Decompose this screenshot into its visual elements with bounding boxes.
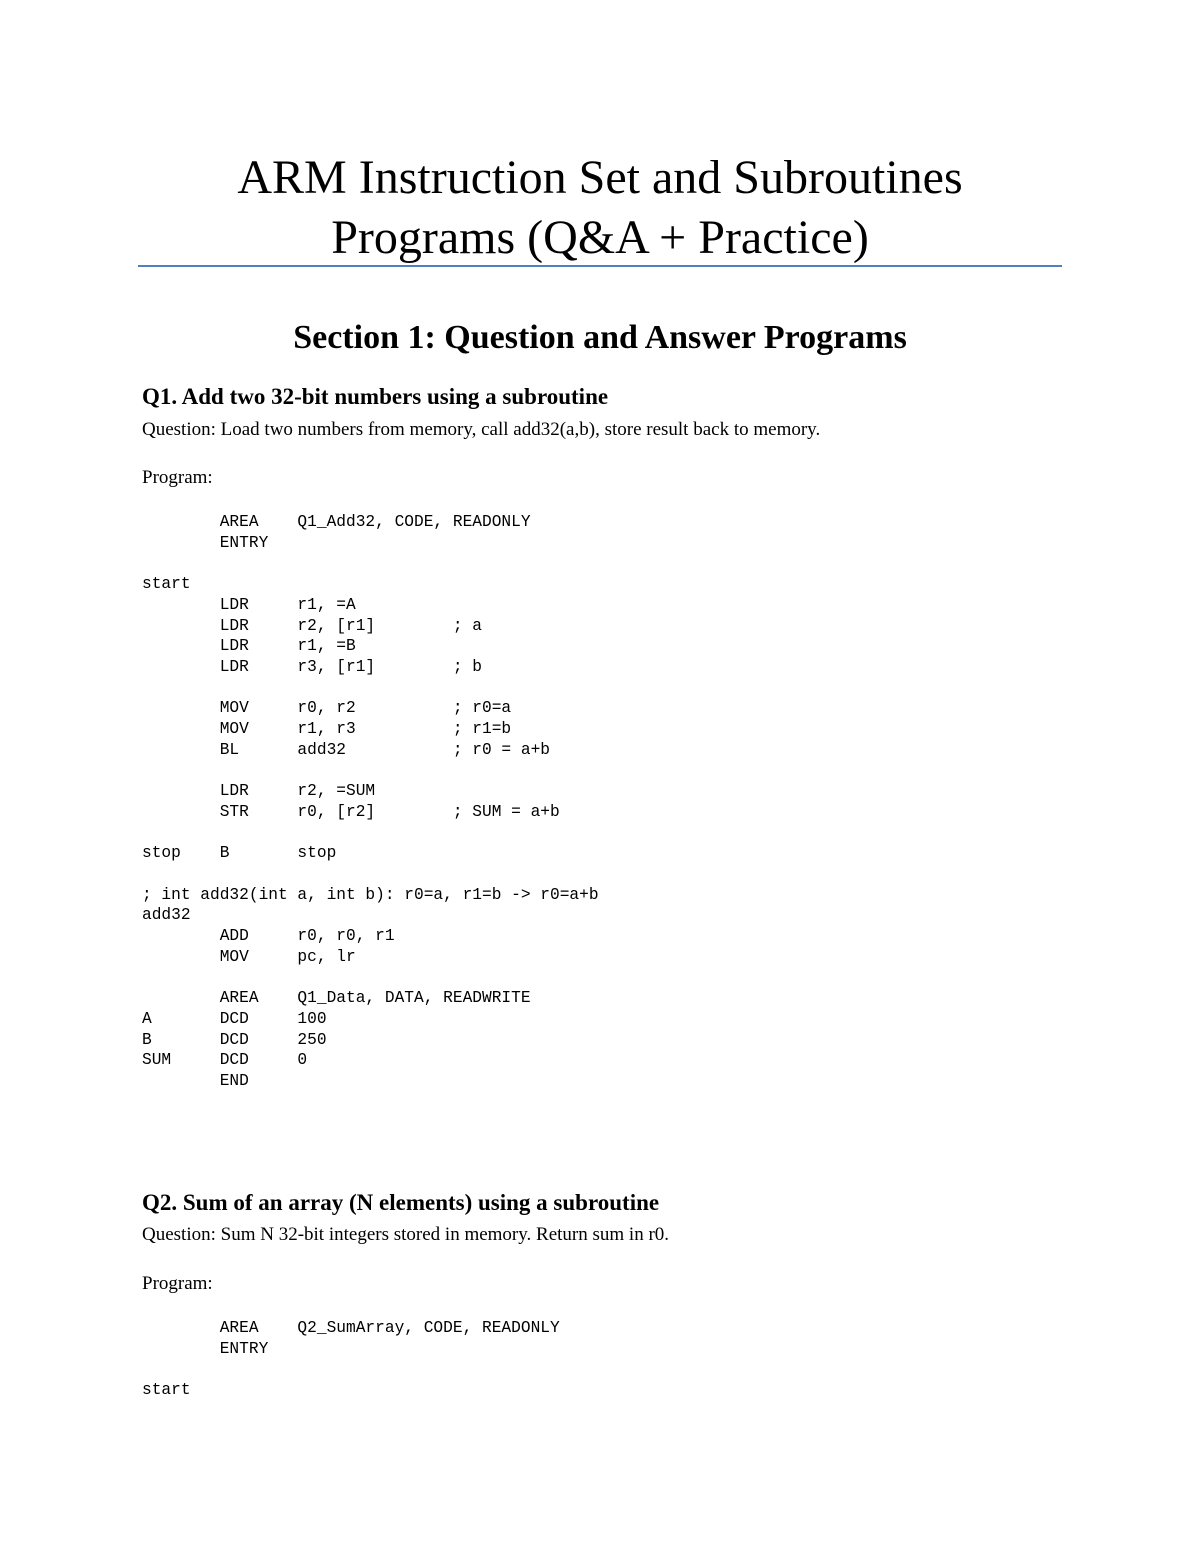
q2-code-block: AREA Q2_SumArray, CODE, READONLY ENTRY start [142,1319,560,1400]
document-title-line-2: Programs (Q&A + Practice) [331,211,869,264]
section-heading: Section 1: Question and Answer Programs [293,319,907,356]
q2-question: Question: Sum N 32-bit integers stored in memory. Return sum in r0. [142,1224,670,1245]
document-title [138,148,1062,268]
title-divider [138,265,1062,267]
q2-heading: Q2. Sum of an array (N elements) using a subroutine [142,1190,660,1215]
q1-question: Question: Load two numbers from memory, call add32(a,b), store result back to memory. [142,419,821,440]
q1-program-label: Program: [142,467,213,488]
q2-program-label: Program: [142,1273,213,1294]
q1-heading: Q1. Add two 32-bit numbers using a subroutine [142,384,609,409]
document-title-line-1: ARM Instruction Set and Subroutines [237,151,963,204]
q1-code-block: AREA Q1_Add32, CODE, READONLY ENTRY start LDR r1, =A LDR r2, [r1] ; a LDR r1, =B LDR r3, [r1] ; b MOV r0, r2 ; r0=a MOV r1, r3 ; r1=b BL add32 ; r0 = a+b LDR r2, =SUM STR r0, [r2] ; SUM = a+b stop B stop ; int add32(int a, int b): r0=a, r1=b -> r0=a+b add32 ADD r0, r0, r1 MOV pc, lr AREA Q1_Data, DATA, READWRITE A DCD 100 B DCD 250 SUM DCD 0 END [142,513,599,1090]
